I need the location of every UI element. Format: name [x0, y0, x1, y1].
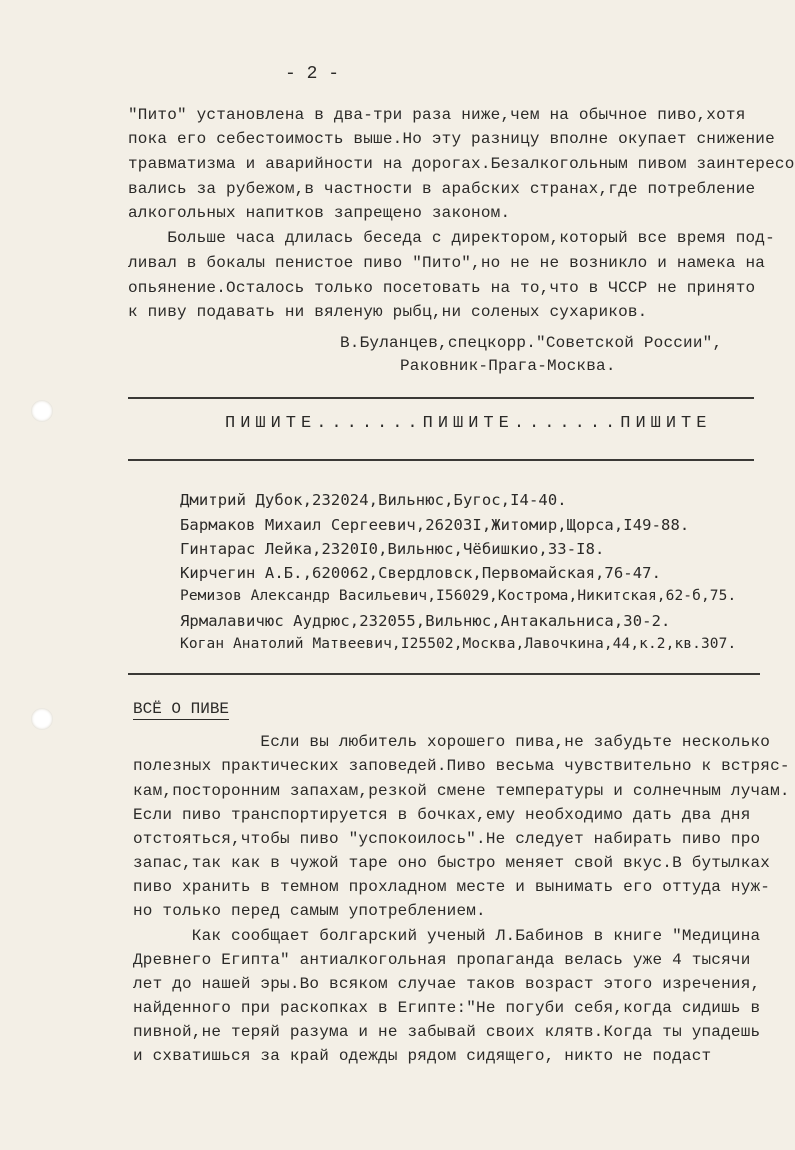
- address-item: Ремизов Александр Васильевич,I56029,Кострома,Никитская,62-б,75.: [180, 588, 737, 604]
- divider: [128, 397, 754, 399]
- punch-hole: [31, 400, 53, 422]
- address-item: Гинтарас Лейка,2320I0,Вильнюс,Чёбишкио,33-I8.: [180, 540, 605, 558]
- text-line: травматизма и аварийности на дорогах.Безалкогольным пивом заинтересо: [128, 155, 795, 173]
- address-item: Ярмалавичюс Аудрюс,232055,Вильнюс,Антакальниса,30-2.: [180, 612, 671, 630]
- divider: [128, 459, 754, 461]
- text-line: пивной,не теряй разума и не забывай своих клятв.Когда ты упадешь: [133, 1023, 761, 1041]
- address-item: Дмитрий Дубок,232024,Вильнюс,Бугос,I4-40.: [180, 491, 567, 509]
- divider: [128, 673, 760, 675]
- text-line: лет до нашей эры.Во всяком случае таков возраст этого изречения,: [133, 975, 761, 993]
- text-line: "Пито" установлена в два-три раза ниже,чем на обычное пиво,хотя: [128, 106, 746, 124]
- text-line: Если вы любитель хорошего пива,не забудьте несколько: [133, 733, 771, 751]
- text-line: Как сообщает болгарский ученый Л.Бабинов в книге "Медицина: [133, 927, 761, 945]
- text-line: ливал в бокалы пенистое пиво "Пито",но не не возникло и намека на: [128, 254, 766, 272]
- text-line: алкогольных напитков запрещено законом.: [128, 204, 511, 222]
- text-line: вались за рубежом,в частности в арабских странах,где потребление: [128, 180, 756, 198]
- text-line: и схватишься за край одежды рядом сидящего, никто не подаст: [133, 1047, 712, 1065]
- text-line: найденного при раскопках в Египте:"Не погуби себя,когда сидишь в: [133, 999, 761, 1017]
- address-item: Коган Анатолий Матвеевич,I25502,Москва,Лавочкина,44,к.2,кв.307.: [180, 636, 737, 652]
- text-line: но только перед самым употреблением.: [133, 902, 486, 920]
- signature-place: Раковник-Прага-Москва.: [400, 357, 616, 375]
- address-item: Бармаков Михаил Сергеевич,26203I,Житомир,Щорса,I49-88.: [180, 516, 690, 534]
- signature-author: В.Буланцев,спецкорр."Советской России",: [340, 334, 723, 352]
- address-item: Кирчегин А.Б.,620062,Свердловск,Первомайская,76-47.: [180, 564, 662, 582]
- page-number: - 2 -: [285, 64, 340, 84]
- text-line: Если пиво транспортируется в бочках,ему необходимо дать два дня: [133, 806, 751, 824]
- text-line: Больше часа длилась беседа с директором,который все время под-: [128, 229, 775, 247]
- text-line: кам,посторонним запахам,резкой смене температуры и солнечным лучам.: [133, 782, 790, 800]
- text-line: запас,так как в чужой таре оно быстро меняет свой вкус.В бутылках: [133, 854, 771, 872]
- text-line: пиво хранить в темном прохладном месте и вынимать его оттуда нуж-: [133, 878, 771, 896]
- text-line: Древнего Египта" антиалкогольная пропаганда велась уже 4 тысячи: [133, 951, 751, 969]
- punch-hole: [31, 708, 53, 730]
- text-line: пока его себестоимость выше.Но эту разницу вполне окупает снижение: [128, 130, 775, 148]
- text-line: к пиву подавать ни вяленую рыбц,ни соленых сухариков.: [128, 303, 648, 321]
- text-line: отстояться,чтобы пиво "успокоилось".Не следует набирать пиво про: [133, 830, 761, 848]
- write-banner: ПИШИТЕ.......ПИШИТЕ.......ПИШИТЕ: [225, 414, 712, 433]
- text-line: опьянение.Осталось только посетовать на то,что в ЧССР не принято: [128, 279, 756, 297]
- section-heading: ВСЁ О ПИВЕ: [133, 700, 230, 718]
- text-line: полезных практических заповедей.Пиво весьма чувствительно к встряс-: [133, 757, 790, 775]
